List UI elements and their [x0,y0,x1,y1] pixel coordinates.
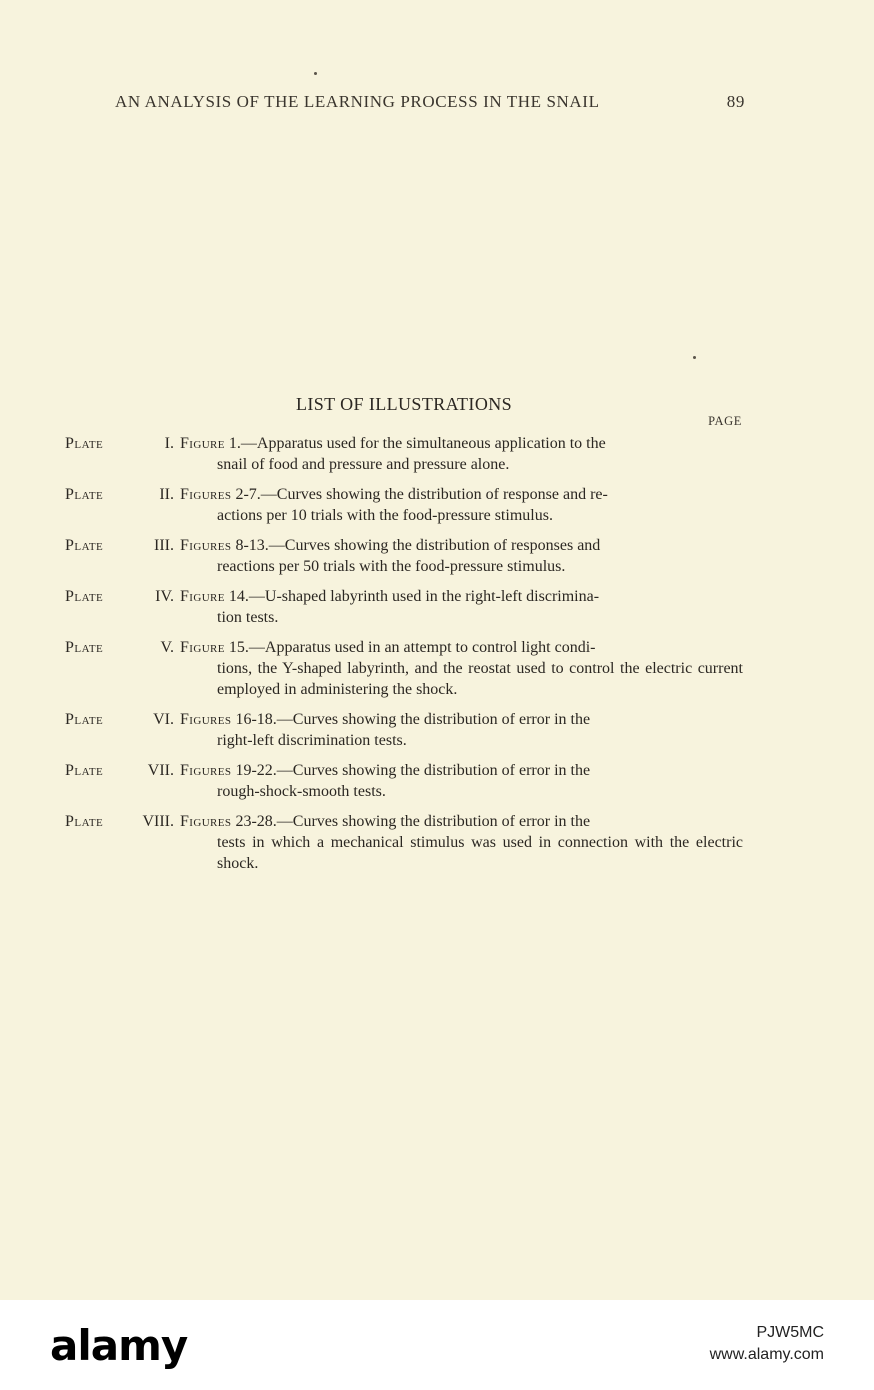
plate-label: Plate [65,537,104,554]
running-head [115,92,745,112]
list-title: LIST OF ILLUSTRATIONS [295,394,513,414]
figure-label: Figure [180,639,225,656]
entry-text: 14.—U-shaped labyrinth used in the right-left discrimina- [228,588,600,605]
page-number: 89 [726,92,745,111]
entry-continuation: rough-shock-smooth tests. [217,783,386,800]
plate-numeral: V. [160,639,174,656]
illustrations-list [65,433,743,883]
running-title: AN ANALYSIS OF THE LEARNING PROCESS IN THE SNAIL [115,92,600,111]
entry-text: 1.—Apparatus used for the simultaneous application to the [228,435,606,452]
plate-label: Plate [65,588,104,605]
entry-continuation: tion tests. [217,609,279,626]
site-url: www.alamy.com [709,1346,824,1363]
alamy-logo: alamy [50,1321,188,1370]
list-entry [65,709,743,751]
ink-speck [314,72,317,75]
entry-continuation: tests in which a mechanical stimulus was used in connection with the electric shock. [217,834,743,872]
plate-numeral: VII. [147,762,174,779]
plate-numeral: VIII. [142,813,174,830]
entry-continuation: actions per 10 trials with the food-pressure stimulus. [217,507,553,524]
entry-continuation: reactions per 50 trials with the food-pressure stimulus. [217,558,566,575]
entry-text: 23-28.—Curves showing the distribution of error in the [235,813,591,830]
list-entry [65,760,743,802]
list-entry [65,637,743,700]
stock-info [710,1322,824,1366]
figure-label: Figures [180,762,232,779]
page-column-label: PAGE [708,414,742,428]
entry-text: 8-13.—Curves showing the distribution of responses and [235,537,601,554]
image-id: PJW5MC [756,1324,824,1341]
entry-continuation: snail of food and pressure and pressure alone. [217,456,510,473]
ink-speck [693,356,696,359]
plate-label: Plate [65,486,104,503]
plate-numeral: I. [164,435,174,452]
list-entry [65,535,743,577]
plate-numeral: IV. [155,588,174,605]
plate-numeral: II. [159,486,174,503]
figure-label: Figures [180,813,232,830]
figure-label: Figure [180,435,225,452]
plate-numeral: VI. [153,711,174,728]
figure-label: Figures [180,711,232,728]
entry-text: 15.—Apparatus used in an attempt to control light condi- [228,639,596,656]
list-entry [65,586,743,628]
figure-label: Figures [180,537,232,554]
plate-label: Plate [65,813,104,830]
plate-label: Plate [65,435,104,452]
plate-label: Plate [65,711,104,728]
entry-text: 16-18.—Curves showing the distribution of error in the [235,711,591,728]
figure-label: Figures [180,486,232,503]
plate-label: Plate [65,762,104,779]
figure-label: Figure [180,588,225,605]
list-entry [65,484,743,526]
list-entry [65,433,743,475]
entry-text: 19-22.—Curves showing the distribution of error in the [235,762,591,779]
entry-continuation: right-left discrimination tests. [217,732,407,749]
list-entry [65,811,743,874]
entry-continuation: tions, the Y-shaped labyrinth, and the reostat used to control the electric current employed in administering the shock. [217,660,743,698]
plate-label: Plate [65,639,104,656]
plate-numeral: III. [154,537,174,554]
entry-text: 2-7.—Curves showing the distribution of response and re- [235,486,608,503]
